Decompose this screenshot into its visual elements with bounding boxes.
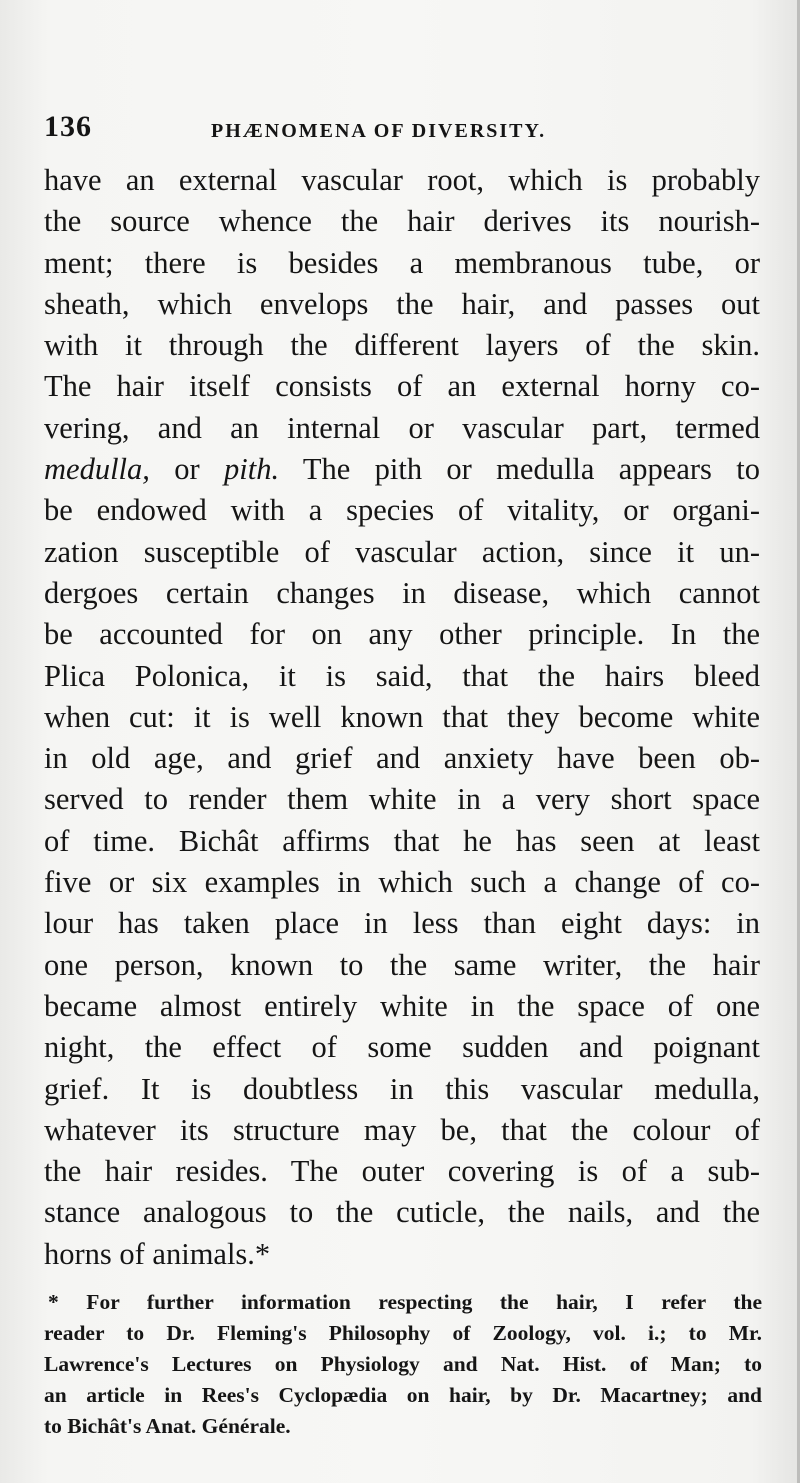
text-line: when cut: it is well known that they become white bbox=[44, 699, 760, 734]
text-line: five or six examples in which such a change of co- bbox=[44, 865, 760, 900]
running-title: PHÆNOMENA OF DIVERSITY. bbox=[211, 120, 547, 142]
text-line: stance analogous to the cuticle, the nails, and the bbox=[44, 1195, 760, 1230]
body-text bbox=[44, 160, 760, 1275]
footnote-line: reader to Dr. Fleming's Philosophy of Zoology, vol. i.; to Mr. bbox=[44, 1321, 762, 1345]
text-line: the hair resides. The outer covering is of a sub- bbox=[44, 1154, 760, 1189]
text-line: The hair itself consists of an external horny co- bbox=[44, 369, 760, 404]
text-line: zation susceptible of vascular action, since it un- bbox=[44, 534, 760, 569]
text-line: be accounted for on any other principle. In the bbox=[44, 617, 760, 652]
text-line: grief. It is doubtless in this vascular medulla, bbox=[44, 1071, 760, 1106]
text-line: with it through the different layers of the skin. bbox=[44, 328, 760, 363]
text-line: became almost entirely white in the space of one bbox=[44, 988, 760, 1023]
text-fragment: or bbox=[149, 452, 224, 487]
text-line: dergoes certain changes in disease, which cannot bbox=[44, 575, 760, 610]
footnote-line: Lawrence's Lectures on Physiology and Nat. Hist. of Man; to bbox=[44, 1352, 762, 1376]
page-header bbox=[44, 110, 764, 150]
text-line: sheath, which envelops the hair, and passes out bbox=[44, 286, 760, 321]
footnote bbox=[44, 1287, 762, 1442]
footnote-line: * For further information respecting the hair, I refer the bbox=[48, 1290, 762, 1314]
italic-term-pith: pith. bbox=[224, 452, 280, 487]
text-line: ment; there is besides a membranous tube, or bbox=[44, 245, 760, 280]
text-line: horns of animals.* bbox=[44, 1236, 271, 1271]
text-line: of time. Bichât affirms that he has seen at least bbox=[44, 823, 760, 858]
text-line: served to render them white in a very short space bbox=[44, 782, 760, 817]
text-line: Plica Polonica, it is said, that the hairs bleed bbox=[44, 658, 760, 693]
page-number: 136 bbox=[44, 110, 92, 143]
text-line: one person, known to the same writer, the hair bbox=[44, 947, 760, 982]
text-line: vering, and an internal or vascular part, termed bbox=[44, 410, 760, 445]
text-line-italic bbox=[44, 449, 760, 490]
text-line: have an external vascular root, which is probably bbox=[44, 163, 760, 197]
footnote-line: to Bichât's Anat. Générale. bbox=[44, 1414, 291, 1438]
text-fragment: The pith or medulla appears to bbox=[279, 452, 760, 487]
text-line: night, the effect of some sudden and poignant bbox=[44, 1030, 760, 1065]
text-line: whatever its structure may be, that the colour of bbox=[44, 1112, 760, 1147]
text-line: the source whence the hair derives its nourish- bbox=[44, 204, 760, 239]
footnote-line: an article in Rees's Cyclopædia on hair, by Dr. Macartney; and bbox=[44, 1383, 762, 1407]
italic-term-medulla: medulla, bbox=[44, 452, 150, 487]
text-line: in old age, and grief and anxiety have been ob- bbox=[44, 741, 760, 776]
text-line: lour has taken place in less than eight days: in bbox=[44, 906, 760, 941]
text-line: be endowed with a species of vitality, or organi- bbox=[44, 493, 760, 528]
